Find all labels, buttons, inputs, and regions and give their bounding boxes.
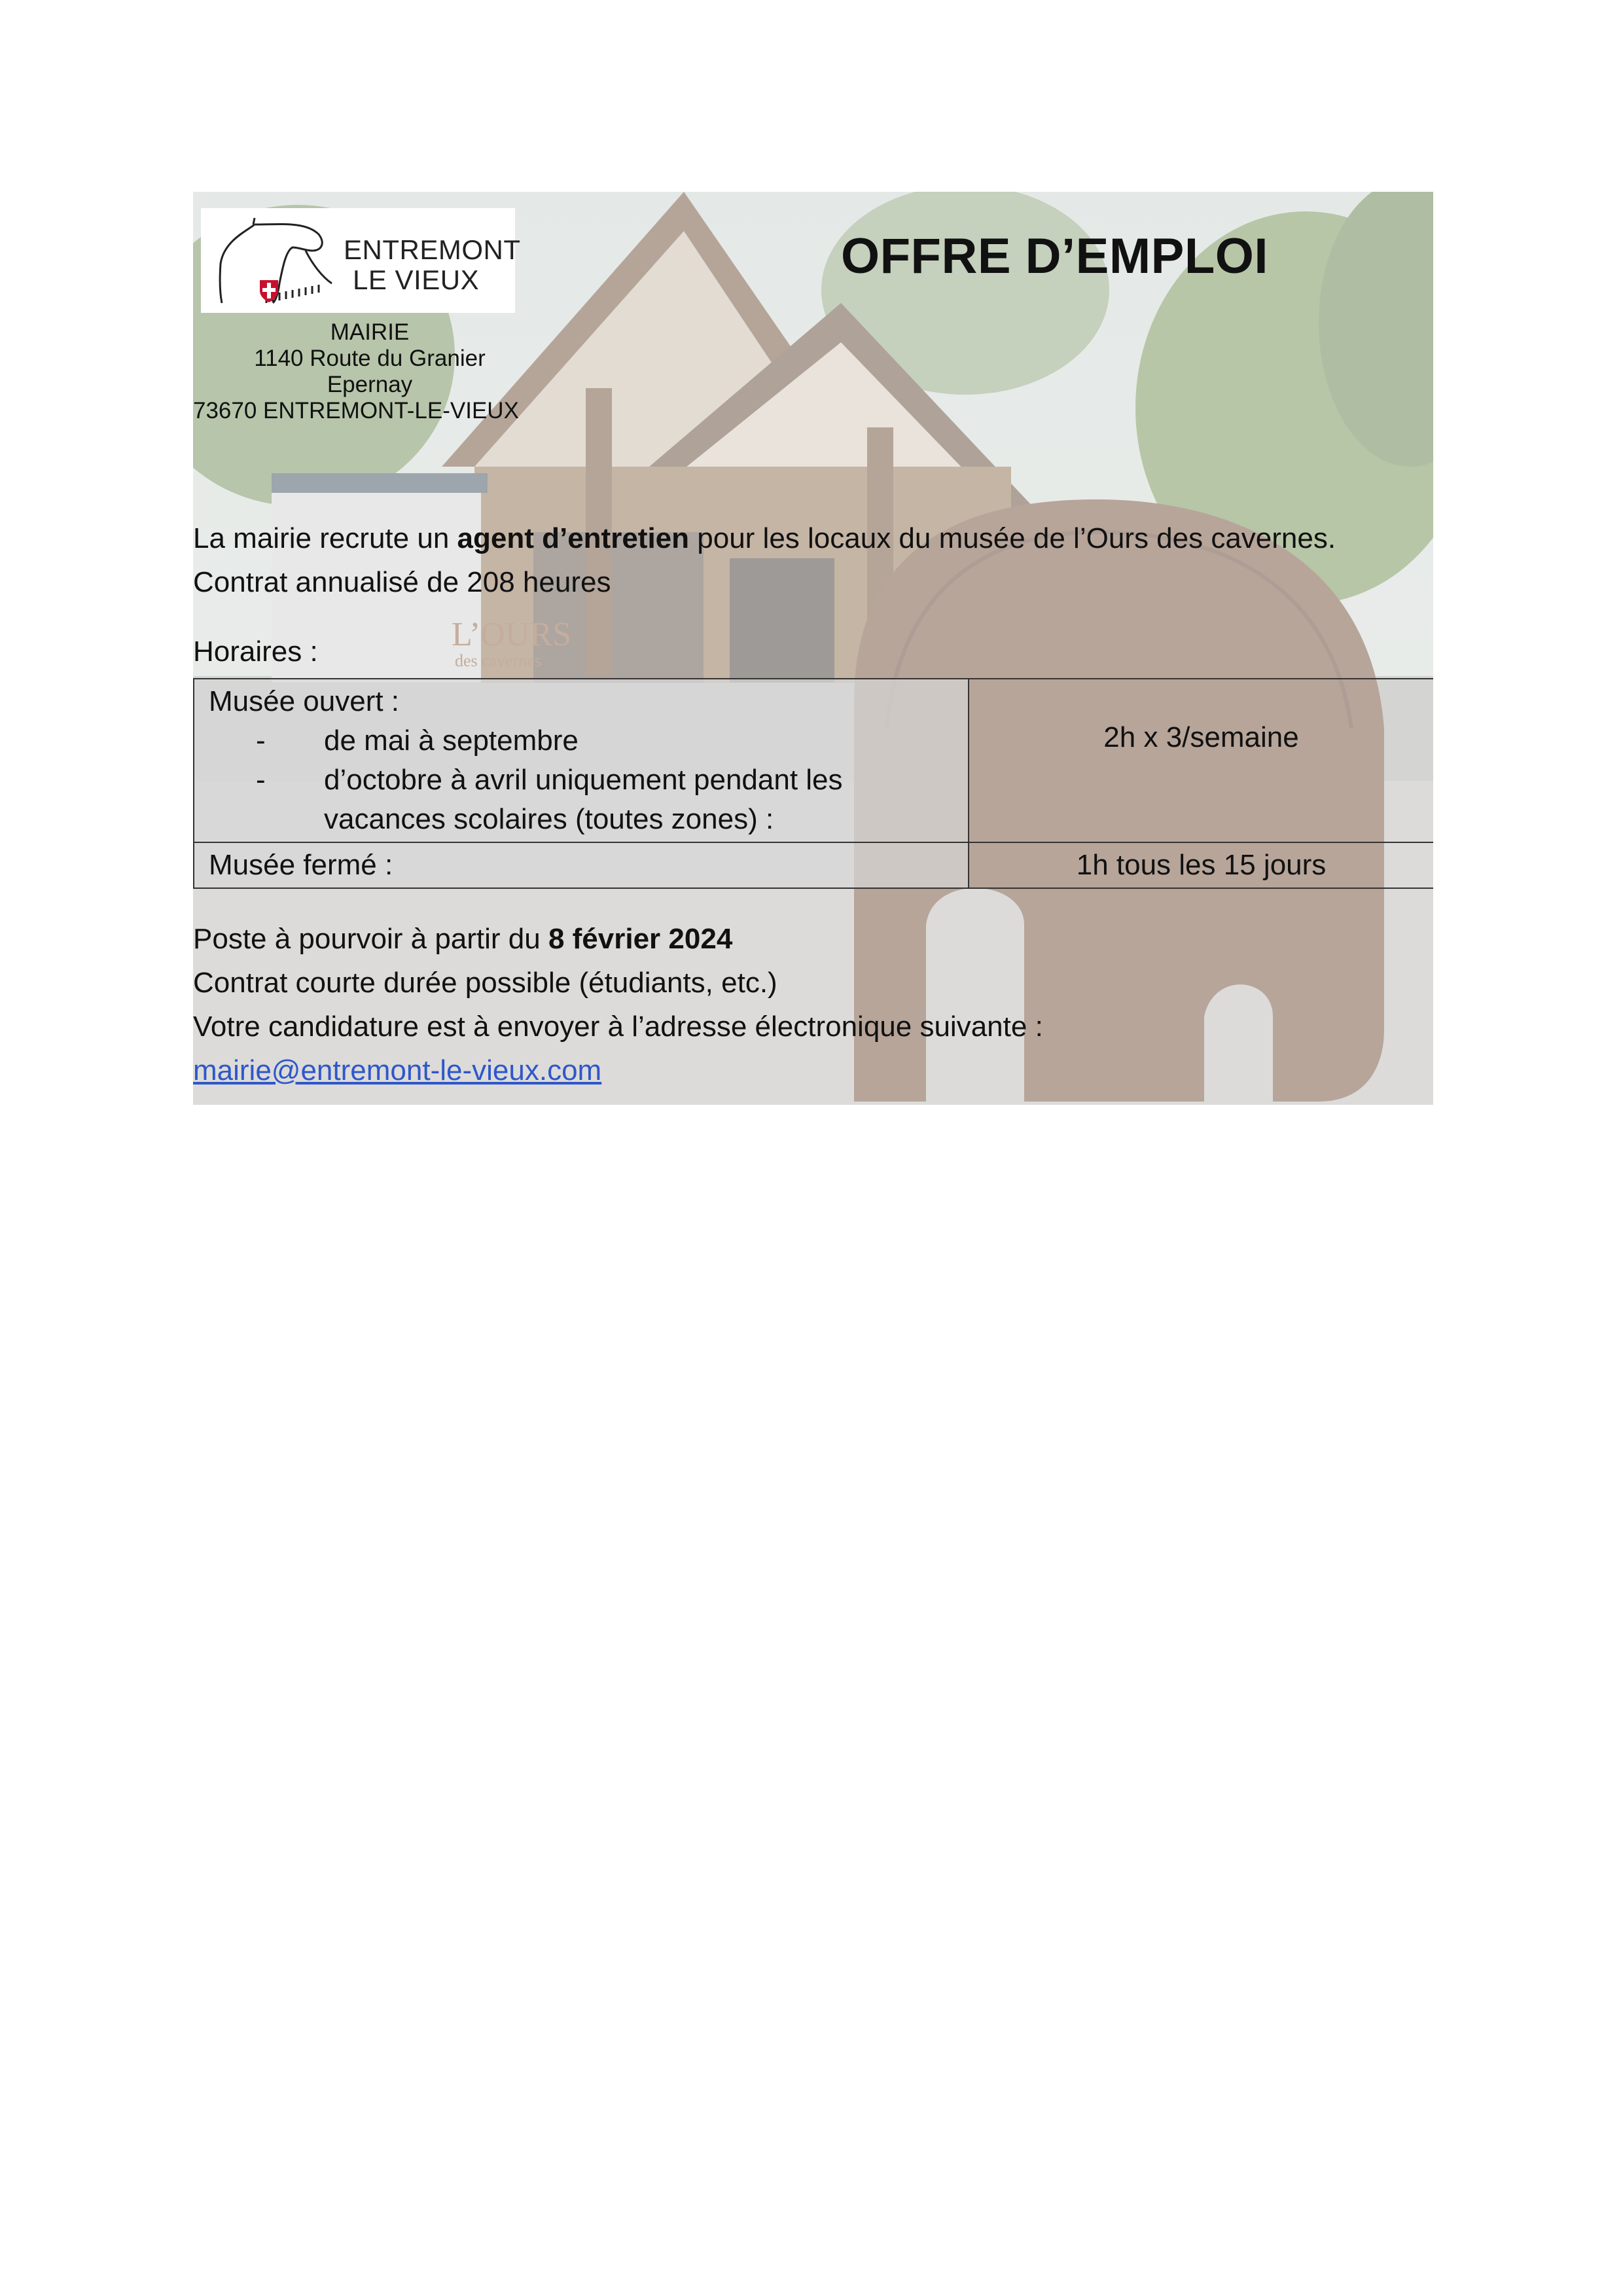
mairie-address bbox=[193, 319, 546, 424]
open-hours-value: 2h x 3/semaine bbox=[1103, 721, 1299, 753]
schedule-table bbox=[193, 678, 1433, 889]
page-title: OFFRE D’EMPLOI bbox=[841, 228, 1268, 284]
intro-paragraph bbox=[193, 522, 1336, 555]
job-offer-poster bbox=[193, 192, 1433, 1105]
email-link-wrap bbox=[193, 1054, 601, 1087]
table-cell-value bbox=[969, 679, 1433, 842]
address-line2: 1140 Route du Granier bbox=[254, 346, 486, 371]
list-item: - d’octobre à avril uniquement pendant les bbox=[209, 761, 968, 800]
table-cell-value bbox=[969, 843, 1433, 888]
logo-text-line2: LE VIEUX bbox=[353, 264, 480, 295]
address-line1: MAIRIE bbox=[330, 319, 410, 345]
start-date: 8 février 2024 bbox=[548, 923, 733, 955]
table-row bbox=[194, 842, 1433, 888]
schedule-label: Horaires : bbox=[193, 636, 318, 668]
start-date-line bbox=[193, 923, 732, 956]
table-cell-label bbox=[194, 843, 969, 888]
email-link[interactable]: mairie@entremont-le-vieux.com bbox=[193, 1054, 602, 1086]
start-text: Poste à pourvoir à partir du bbox=[193, 923, 548, 955]
logo-text-line1: ENTREMONT bbox=[344, 234, 521, 265]
address-line3: Epernay bbox=[327, 372, 413, 397]
row-heading-open: Musée ouvert : bbox=[209, 685, 400, 717]
list-item-continuation: vacances scolaires (toutes zones) : bbox=[324, 803, 774, 835]
table-cell-label bbox=[194, 679, 969, 842]
contract-hours: Contrat annualisé de 208 heures bbox=[193, 566, 611, 598]
closed-hours-value: 1h tous les 15 jours bbox=[1076, 849, 1327, 881]
short-contract-line: Contrat courte durée possible (étudiants, etc.) bbox=[193, 967, 777, 999]
apply-instructions: Votre candidature est à envoyer à l’adresse électronique suivante : bbox=[193, 1011, 1043, 1043]
address-line4: 73670 ENTREMONT-LE-VIEUX bbox=[193, 398, 519, 423]
row-heading-closed: Musée fermé : bbox=[209, 849, 393, 881]
intro-part1: La mairie recrute un bbox=[193, 522, 457, 554]
list-item: - de mai à septembre bbox=[209, 721, 968, 761]
bear-logo-icon bbox=[207, 211, 338, 310]
intro-job-title: agent d’entretien bbox=[457, 522, 690, 554]
entremont-logo bbox=[201, 208, 521, 313]
intro-part2: pour les locaux du musée de l’Ours des cavernes. bbox=[689, 522, 1336, 554]
table-row bbox=[194, 679, 1433, 842]
